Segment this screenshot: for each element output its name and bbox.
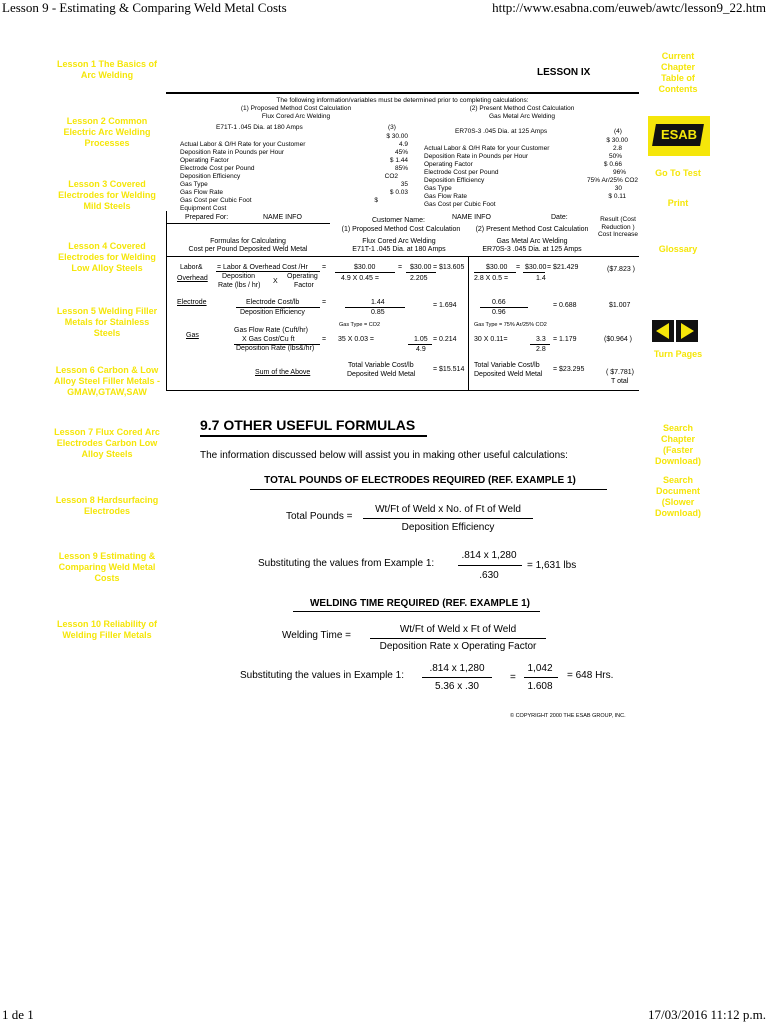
sidebar-item-lesson-1[interactable]: Lesson 1 The Basics of Arc Welding <box>56 59 158 80</box>
table1-col1-title: (1) Proposed Method Cost Calculation <box>240 105 352 112</box>
search-chapter-link[interactable]: Search Chapter (Faster Download) <box>655 423 701 466</box>
sidebar-item-lesson-4[interactable]: Lesson 4 Covered Electrodes for Welding Low Alloy Steels <box>58 241 156 273</box>
page-number: 1 de 1 <box>2 1007 34 1022</box>
lesson-label: LESSON IX <box>537 67 591 78</box>
table2-bottom-border <box>166 390 639 391</box>
formulas-header-1: Formulas for Calculating <box>210 238 286 245</box>
sum-p-line1: Total Variable Cost/lb <box>348 362 414 369</box>
labor-q-eq: = <box>516 264 521 271</box>
esab-logo-box[interactable] <box>648 116 710 156</box>
table1-col2-spec: ER70S-3 .045 Dia. at 125 Amps <box>455 128 548 135</box>
result-header: Result (Cost Reduction ) Cost Increase <box>597 216 639 238</box>
row-value: $ 0.11 <box>608 193 626 200</box>
row-value: 2.8 <box>612 145 622 152</box>
sidebar-item-lesson-3[interactable]: Lesson 3 Covered Electrodes for Welding Mild Steels <box>58 179 156 211</box>
prepared-for-value: NAME INFO <box>263 214 302 221</box>
gas-result: ($0.964 ) <box>604 336 633 343</box>
sidebar-item-lesson-2[interactable]: Lesson 2 Common Electric Arc Welding Processes <box>63 116 151 148</box>
row-value: $ 30.00 <box>606 137 628 144</box>
present-process: Gas Metal Arc Welding <box>496 238 568 245</box>
row-label: Actual Labor & O/H Rate for your Customer <box>424 145 550 152</box>
electrode-formula-top: Electrode Cost/lb <box>246 299 300 306</box>
electrode-q-top: 0.66 <box>492 299 506 306</box>
search-document-link[interactable]: Search Document (Slower Download) <box>655 475 701 518</box>
welding-time-denominator: Deposition Rate x Operating Factor <box>379 641 537 652</box>
sidebar-item-lesson-5[interactable]: Lesson 5 Welding Filler Metals for Stainless Steels <box>56 306 158 338</box>
proposed-header: (1) Proposed Method Cost Calculation <box>341 226 461 233</box>
table2-line <box>166 223 330 224</box>
welding-time-heading: WELDING TIME REQUIRED (REF. EXAMPLE 1) <box>309 598 530 609</box>
date-label: Date: <box>551 214 568 221</box>
gas-formula-top: Gas Flow Rate (Cuft/hr) <box>234 327 308 334</box>
sum-p-line2: Deposited Weld Metal <box>347 371 416 378</box>
gas-p-top: 1.05 <box>414 336 428 343</box>
labor-x: X <box>273 278 278 285</box>
gas-q-result: = 1.179 <box>553 336 577 343</box>
formula-bar <box>335 272 395 273</box>
table1-right-rows <box>424 137 638 208</box>
labor-q-top: $30.00 <box>486 264 508 271</box>
fraction-bar <box>458 565 522 566</box>
table1-row <box>180 189 408 204</box>
labor-formula-top: = Labor & Overhead Cost /Hr <box>217 264 308 271</box>
sub2-result: = 648 Hrs. <box>567 670 614 681</box>
row-value: $ <box>374 197 378 204</box>
row-value: $ 30.00 <box>386 133 408 140</box>
prepared-for-label: Prepared For: <box>185 214 229 221</box>
sidebar-item-lesson-7[interactable]: Lesson 7 Flux Cored Arc Electrodes Carbon Low Alloy Steels <box>54 427 160 459</box>
gas-q-line: 30 X 0.11= <box>474 336 508 343</box>
sub2-denominator: 5.36 x .30 <box>435 681 479 692</box>
row-value: 4.9 <box>398 141 408 148</box>
row-label: Gas Flow Rate <box>180 189 223 196</box>
table1-row <box>180 197 408 212</box>
sub2-eq: = <box>510 672 516 683</box>
row-value: $ 0.03 <box>389 189 408 196</box>
table2-divider <box>468 256 469 391</box>
sum-result: ( $7.781) <box>606 369 635 376</box>
electrode-formula-bottom: Deposition Efficiency <box>240 309 305 316</box>
row-value: 35 <box>400 181 408 188</box>
gas-q-type: Gas Type = 75% Ar/25% CO2 <box>474 322 547 328</box>
sub2-label: Substituting the values in Example 1: <box>240 670 404 681</box>
labor-q-bottom: 2.8 X 0.5 = <box>474 275 509 282</box>
row-label: Gas Type <box>180 181 208 188</box>
row-label: Gas Cost per Cubic Foot <box>424 201 496 208</box>
electrode-label: Electrode <box>177 299 207 306</box>
row-value: 45% <box>394 149 408 156</box>
prev-page-button[interactable] <box>652 320 674 342</box>
row-label: Deposition Rate in Pounds per Hour <box>424 153 529 160</box>
table1-col2-process: Gas Metal Arc Welding <box>489 113 555 120</box>
gas-formula-bottom: Deposition Rate (lbs&/hr) <box>236 345 315 352</box>
table2-header-rule <box>166 256 639 257</box>
labor-formula-b: Operating <box>287 273 318 280</box>
gas-formula-mid: X Gas Cost/Cu ft <box>242 336 295 343</box>
labor-p-top2: $30.00 <box>410 264 432 271</box>
formula-bar <box>345 307 405 308</box>
electrode-result: $1.007 <box>609 302 631 309</box>
sub2-numerator2: 1,042 <box>527 663 553 674</box>
row-label: Operating Factor <box>180 157 229 164</box>
formulas-header-2: Cost per Pound Deposited Weld Metal <box>188 246 308 253</box>
gas-eq: = <box>322 336 327 343</box>
sum-q-result: = $23.295 <box>553 366 585 373</box>
formula-bar <box>408 344 432 345</box>
section-heading: 9.7 OTHER USEFUL FORMULAS <box>200 417 416 433</box>
turn-pages-label: Turn Pages <box>653 349 703 359</box>
row-label: Gas Flow Rate <box>424 193 467 200</box>
sidebar-item-lesson-10[interactable]: Lesson 10 Reliability of Welding Filler Metals <box>56 619 158 640</box>
labor-p-bottom2: 2.205 <box>410 275 428 282</box>
sum-result-total: T otal <box>611 378 629 385</box>
row-value: 96% <box>612 169 626 176</box>
fraction-bar <box>370 638 546 639</box>
gas-q-top: 3.3 <box>536 336 546 343</box>
copyright: © COPYRIGHT 2000 THE ESAB GROUP, INC. <box>510 713 626 719</box>
sidebar-item-lesson-9[interactable]: Lesson 9 Estimating & Comparing Weld Metal Costs <box>58 551 156 583</box>
row-label: Electrode Cost per Pound <box>424 169 499 176</box>
electrode-p-bottom: 0.85 <box>371 309 385 316</box>
customer-name-value: NAME INFO <box>452 214 491 221</box>
electrode-eq: = <box>322 299 327 306</box>
labor-formula-a: Deposition <box>222 273 256 280</box>
row-value: $ 1.44 <box>389 157 408 164</box>
sidebar-item-lesson-8[interactable]: Lesson 8 Hardsurfacing Electrodes <box>55 495 159 516</box>
sum-q-line2: Deposited Weld Metal <box>474 371 543 378</box>
gas-p-line: 35 X 0.03 = <box>338 336 375 343</box>
table1-col1-spec: E71T-1 .045 Dia. at 180 Amps <box>216 124 303 131</box>
labor-eq: = <box>322 264 327 271</box>
current-chapter-link[interactable]: Current Chapter Table of Contents <box>658 51 698 94</box>
row-label: Electrode Cost per Pound <box>180 165 255 172</box>
total-pounds-denominator: Deposition Efficiency <box>401 522 495 533</box>
formula-bar <box>474 272 516 273</box>
row-label: Deposition Rate in Pounds per Hour <box>180 149 285 156</box>
row-value: 50% <box>608 153 622 160</box>
formula-bar <box>236 307 320 308</box>
welding-time-label: Welding Time = <box>282 630 352 641</box>
table1-col2-num: (4) <box>614 128 622 135</box>
labor-p-top: $30.00 <box>354 264 376 271</box>
labor-q-top2: $30.00 <box>525 264 547 271</box>
gas-p-bottom: 4.9 <box>416 346 426 353</box>
glossary-link[interactable]: Glossary <box>658 244 698 254</box>
formula-bar <box>523 272 545 273</box>
labor-p-bottom: 4.9 X 0.45 = <box>341 275 379 282</box>
table1-left-rows <box>180 133 408 212</box>
table1-col2-title: (2) Present Method Cost Calculation <box>469 105 575 112</box>
arrow-right-icon <box>676 320 698 342</box>
section-heading-underline <box>200 435 427 437</box>
labor-q-result: = $21.429 <box>547 264 579 271</box>
total-pounds-label: Total Pounds = <box>286 511 353 522</box>
present-header: (2) Present Method Cost Calculation <box>475 226 589 233</box>
electrode-q-result: = 0.688 <box>553 302 577 309</box>
formula-bar <box>480 307 528 308</box>
row-value: 75% Ar/25% CO2 <box>587 177 638 184</box>
labor-result: ($7.823 ) <box>607 266 636 273</box>
sub1-result: = 1,631 lbs <box>527 560 577 571</box>
total-pounds-numerator: Wt/Ft of Weld x No. of Ft of Weld <box>375 504 521 515</box>
formula-bar <box>216 271 320 272</box>
table1-col1-num: (3) <box>388 124 396 131</box>
proposed-process: Flux Cored Arc Welding <box>362 238 436 245</box>
go-to-test-link[interactable]: Go To Test <box>655 168 701 178</box>
page-title: Lesson 9 - Estimating & Comparing Weld Metal Costs <box>2 0 287 15</box>
row-value: $ 0.66 <box>603 161 622 168</box>
row-label: Actual Labor & O/H Rate for your Customer <box>180 141 306 148</box>
row-label: Operating Factor <box>424 161 473 168</box>
row-value: CO2 <box>384 173 398 180</box>
table1-intro: The following information/variables must be determined prior to completing calculations: <box>276 97 529 104</box>
labor-formula-a2: Rate (lbs / hr) <box>218 282 261 289</box>
table1-top-border <box>166 92 639 94</box>
gas-p-type: Gas Type = CO2 <box>339 322 381 328</box>
row-label: Deposition Efficiency <box>424 177 485 184</box>
table1-col1-process: Flux Cored Arc Welding <box>261 113 331 120</box>
overhead-label: Overhead <box>177 275 208 282</box>
labor-p-eq: = <box>398 264 403 271</box>
table1-row <box>424 193 638 208</box>
sum-q-line1: Total Variable Cost/lb <box>474 362 540 369</box>
total-pounds-heading: TOTAL POUNDS OF ELECTRODES REQUIRED (REF. EXAMPLE 1) <box>264 475 576 486</box>
row-value: 30 <box>614 185 622 192</box>
formula-bar <box>406 272 436 273</box>
sum-p-result: = $15.514 <box>433 366 465 373</box>
labor-p-result: = $13.605 <box>433 264 465 271</box>
welding-time-numerator: Wt/Ft of Weld x Ft of Weld <box>399 624 517 635</box>
row-value: 85% <box>394 165 408 172</box>
sub1-label: Substituting the values from Example 1: <box>258 558 435 569</box>
sum-label: Sum of the Above <box>255 369 311 376</box>
gas-label: Gas <box>186 332 199 339</box>
formula-bar <box>530 344 550 345</box>
sidebar-item-lesson-6[interactable]: Lesson 6 Carbon & Low Alloy Steel Filler Metals - GMAW,GTAW,SAW <box>53 365 161 397</box>
fraction-bar <box>524 677 558 678</box>
arrow-left-icon <box>652 320 674 342</box>
row-label: Deposition Efficiency <box>180 173 241 180</box>
labor-label: Labor& <box>180 264 203 271</box>
page-url: http://www.esabna.com/euweb/awtc/lesson9_22.htm <box>492 0 766 15</box>
electrode-q-bottom: 0.96 <box>492 309 506 316</box>
fraction-bar <box>422 677 492 678</box>
gas-q-bottom: 2.8 <box>536 346 546 353</box>
labor-formula-b2: Factor <box>294 282 314 289</box>
gas-p-result: = 0.214 <box>433 336 457 343</box>
row-label: Gas Type <box>424 185 452 192</box>
section-intro: The information discussed below will assist you in making other useful calculations: <box>200 450 568 461</box>
next-page-button[interactable] <box>676 320 698 342</box>
present-spec: ER70S-3 .045 Dia. at 125 Amps <box>482 246 582 253</box>
sub2-denominator2: 1.608 <box>527 681 553 692</box>
row-label: Gas Cost per Cubic Foot <box>180 197 252 204</box>
welding-time-heading-underline <box>293 611 540 612</box>
proposed-spec: E71T-1 .045 Dia. at 180 Amps <box>352 246 446 253</box>
print-link[interactable]: Print <box>667 198 689 208</box>
print-datetime: 17/03/2016 11:12 p.m. <box>648 1007 766 1022</box>
esab-logo-text: ESAB <box>660 127 698 142</box>
sub2-numerator: .814 x 1,280 <box>429 663 485 674</box>
sub1-numerator: .814 x 1,280 <box>461 550 517 561</box>
total-pounds-heading-underline <box>250 489 607 490</box>
electrode-p-top: 1.44 <box>371 299 385 306</box>
electrode-p-result: = 1.694 <box>433 302 457 309</box>
sub1-denominator: .630 <box>479 570 499 581</box>
row-label: Equipment Cost <box>180 205 227 212</box>
customer-name-label: Customer Name: <box>372 217 425 224</box>
labor-q-bottom2: 1.4 <box>536 275 546 282</box>
fraction-bar <box>363 518 533 519</box>
